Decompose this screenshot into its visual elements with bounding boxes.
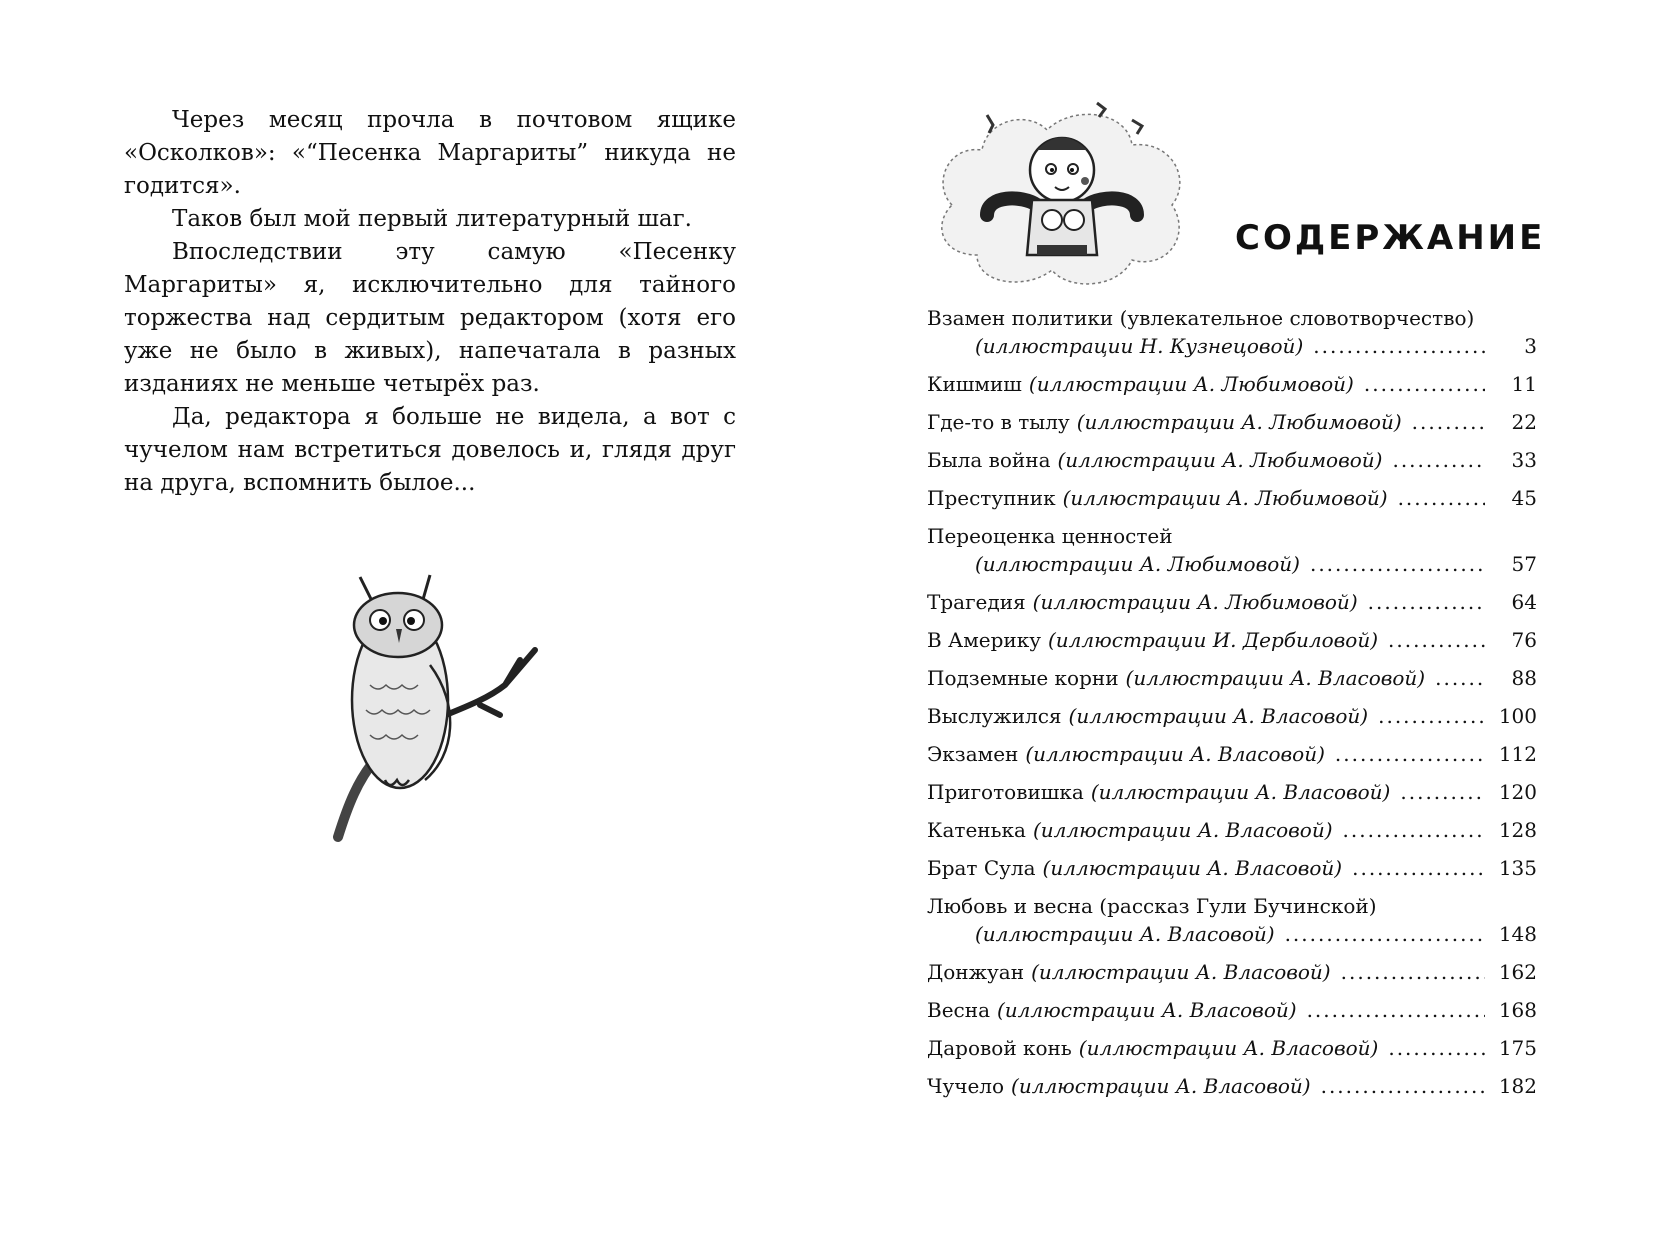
- toc-entry-page-number: 182: [1498, 1074, 1537, 1098]
- dot-leader: [1435, 664, 1485, 692]
- toc-line: [927, 778, 1537, 806]
- toc-line: [927, 664, 1537, 692]
- toc-entry[interactable]: [927, 588, 1537, 616]
- toc-entry-title: Переоценка ценностей: [927, 524, 1173, 548]
- toc-entry-title: Выслужился: [927, 704, 1062, 728]
- toc-entry-title: Катенька: [927, 818, 1026, 842]
- toc-entry-illustrator: (иллюстрации А. Власовой): [1068, 704, 1369, 728]
- toc-line: [927, 996, 1537, 1024]
- toc-line: [927, 370, 1537, 398]
- toc-entry[interactable]: [927, 522, 1537, 578]
- toc-line: [927, 892, 1537, 920]
- toc-entry-illustrator: (иллюстрации А. Власовой): [1090, 780, 1391, 804]
- toc-entry-title: Донжуан: [927, 960, 1025, 984]
- toc-line: [927, 1072, 1537, 1100]
- toc-entry[interactable]: [927, 740, 1537, 768]
- toc-entry-page-number: 33: [1511, 448, 1537, 472]
- dot-leader: [1378, 702, 1485, 730]
- toc-entry-title: Приготовишка: [927, 780, 1084, 804]
- toc-entry-page-number: 148: [1498, 922, 1537, 946]
- dot-leader: [1364, 370, 1485, 398]
- toc-entry-illustrator: (иллюстрации А. Власовой): [975, 922, 1275, 946]
- toc-entry-page-number: 22: [1511, 410, 1537, 434]
- toc-line: [927, 958, 1537, 986]
- toc-entry-illustrator: (иллюстрации А. Любимовой): [1032, 590, 1358, 614]
- toc-entry[interactable]: [927, 626, 1537, 654]
- dot-leader: [1313, 332, 1485, 360]
- toc-entry[interactable]: [927, 484, 1537, 512]
- toc-entry-title: Брат Сула: [927, 856, 1036, 880]
- table-of-contents: [927, 304, 1537, 1110]
- dot-leader: [1285, 920, 1485, 948]
- toc-entry-title: Кишмиш: [927, 372, 1022, 396]
- toc-entry-illustrator: (иллюстрации А. Власовой): [1032, 818, 1333, 842]
- toc-entry-illustrator: (иллюстрации А. Любимовой): [975, 552, 1300, 576]
- boy-eating-icon: [927, 95, 1197, 295]
- toc-entry-title: Взамен политики (увлекательное словотворчество): [927, 306, 1475, 330]
- toc-entry[interactable]: [927, 854, 1537, 882]
- toc-entry-page-number: 112: [1498, 742, 1537, 766]
- toc-entry[interactable]: [927, 996, 1537, 1024]
- dot-leader: [1388, 626, 1485, 654]
- toc-entry-illustrator: (иллюстрации А. Власовой): [1125, 666, 1426, 690]
- toc-entry[interactable]: [927, 664, 1537, 692]
- toc-entry-title: Подземные корни: [927, 666, 1119, 690]
- toc-entry-page-number: 135: [1498, 856, 1537, 880]
- toc-entry-page-number: 57: [1511, 552, 1537, 576]
- toc-entry-title: Трагедия: [927, 590, 1026, 614]
- toc-entry[interactable]: [927, 778, 1537, 806]
- toc-entry-illustrator: (иллюстрации А. Любимовой): [1028, 372, 1354, 396]
- toc-entry-illustrator: (иллюстрации А. Власовой): [1031, 960, 1331, 984]
- toc-entry-page-number: 76: [1511, 628, 1537, 652]
- toc-entry-illustrator: (иллюстрации А. Власовой): [1011, 1074, 1311, 1098]
- toc-line: [927, 304, 1537, 332]
- toc-entry-title: Была война: [927, 448, 1051, 472]
- toc-line: [927, 702, 1537, 730]
- toc-entry[interactable]: [927, 408, 1537, 436]
- paragraph: Впоследствии эту самую «Песенку Маргариты» я, исключительно для тайного торжества над сердитым редактором (хотя его уже не было в живых), напечатала в разных изданиях не меньше четырёх раз.: [124, 239, 736, 397]
- dot-leader: [1343, 816, 1485, 844]
- toc-entry-title: В Америку: [927, 628, 1041, 652]
- toc-line: [927, 332, 1537, 360]
- toc-entry-title: Где-то в тылу: [927, 410, 1070, 434]
- toc-line: [927, 740, 1537, 768]
- toc-entry-title: Чучело: [927, 1074, 1005, 1098]
- toc-entry[interactable]: [927, 446, 1537, 474]
- toc-entry-title: Любовь и весна (рассказ Гули Бучинской): [927, 894, 1377, 918]
- toc-entry[interactable]: [927, 816, 1537, 844]
- toc-entry-title: Преступник: [927, 486, 1056, 510]
- toc-entry-page-number: 162: [1498, 960, 1537, 984]
- toc-entry[interactable]: [927, 1034, 1537, 1062]
- paragraph: Таков был мой первый литературный шаг.: [172, 206, 692, 232]
- dot-leader: [1392, 446, 1485, 474]
- toc-entry-illustrator: (иллюстрации Н. Кузнецовой): [975, 334, 1304, 358]
- dot-leader: [1310, 550, 1485, 578]
- toc-entry-illustrator: (иллюстрации А. Власовой): [997, 998, 1297, 1022]
- toc-line: [927, 550, 1537, 578]
- toc-entry-page-number: 88: [1511, 666, 1537, 690]
- paragraph: Да, редактора я больше не видела, а вот с чучелом нам встретиться довелось и, глядя друг на друга, вспомнить былое...: [124, 404, 736, 496]
- dot-leader: [1400, 778, 1485, 806]
- toc-line: [927, 854, 1537, 882]
- toc-line: [927, 588, 1537, 616]
- toc-line: [927, 522, 1537, 550]
- toc-entry-page-number: 3: [1524, 334, 1537, 358]
- toc-entry[interactable]: [927, 892, 1537, 948]
- toc-entry-illustrator: (иллюстрации А. Любимовой): [1076, 410, 1402, 434]
- toc-entry[interactable]: [927, 1072, 1537, 1100]
- toc-entry-page-number: 11: [1511, 372, 1537, 396]
- dot-leader: [1368, 588, 1485, 616]
- dot-leader: [1352, 854, 1485, 882]
- toc-entry-page-number: 64: [1511, 590, 1537, 614]
- toc-line: [927, 816, 1537, 844]
- owl-on-branch-icon: [330, 565, 550, 845]
- toc-line: [927, 1034, 1537, 1062]
- toc-entry-title: Экзамен: [927, 742, 1019, 766]
- toc-entry-illustrator: (иллюстрации А. Власовой): [1025, 742, 1325, 766]
- toc-entry-page-number: 100: [1498, 704, 1537, 728]
- toc-line: [927, 920, 1537, 948]
- toc-line: [927, 626, 1537, 654]
- dot-leader: [1341, 958, 1485, 986]
- toc-entry-illustrator: (иллюстрации А. Любимовой): [1062, 486, 1388, 510]
- toc-line: [927, 484, 1537, 512]
- dot-leader: [1335, 740, 1485, 768]
- toc-entry-page-number: 120: [1498, 780, 1537, 804]
- right-page: [827, 0, 1654, 1240]
- dot-leader: [1398, 484, 1485, 512]
- toc-entry[interactable]: [927, 702, 1537, 730]
- paragraph: Через месяц прочла в почтовом ящике «Осколков»: «“Песенка Маргариты” никуда не годится».: [124, 107, 736, 199]
- toc-entry-title: Весна: [927, 998, 990, 1022]
- toc-entry[interactable]: [927, 958, 1537, 986]
- toc-entry-page-number: 45: [1511, 486, 1537, 510]
- dot-leader: [1307, 996, 1485, 1024]
- toc-entry[interactable]: [927, 370, 1537, 398]
- toc-entry-page-number: 168: [1498, 998, 1537, 1022]
- toc-entry-illustrator: (иллюстрации И. Дербиловой): [1048, 628, 1379, 652]
- toc-line: [927, 408, 1537, 436]
- dot-leader: [1321, 1072, 1485, 1100]
- toc-entry-illustrator: (иллюстрации А. Власовой): [1042, 856, 1343, 880]
- toc-heading: СОДЕРЖАНИЕ: [1235, 218, 1546, 258]
- toc-entry-illustrator: (иллюстрации А. Любимовой): [1057, 448, 1383, 472]
- toc-entry[interactable]: [927, 304, 1537, 360]
- toc-line: [927, 446, 1537, 474]
- toc-entry-page-number: 128: [1498, 818, 1537, 842]
- dot-leader: [1412, 408, 1485, 436]
- toc-entry-page-number: 175: [1498, 1036, 1537, 1060]
- toc-entry-illustrator: (иллюстрации А. Власовой): [1078, 1036, 1379, 1060]
- body-text: [124, 104, 736, 500]
- toc-entry-title: Даровой конь: [927, 1036, 1072, 1060]
- dot-leader: [1388, 1034, 1485, 1062]
